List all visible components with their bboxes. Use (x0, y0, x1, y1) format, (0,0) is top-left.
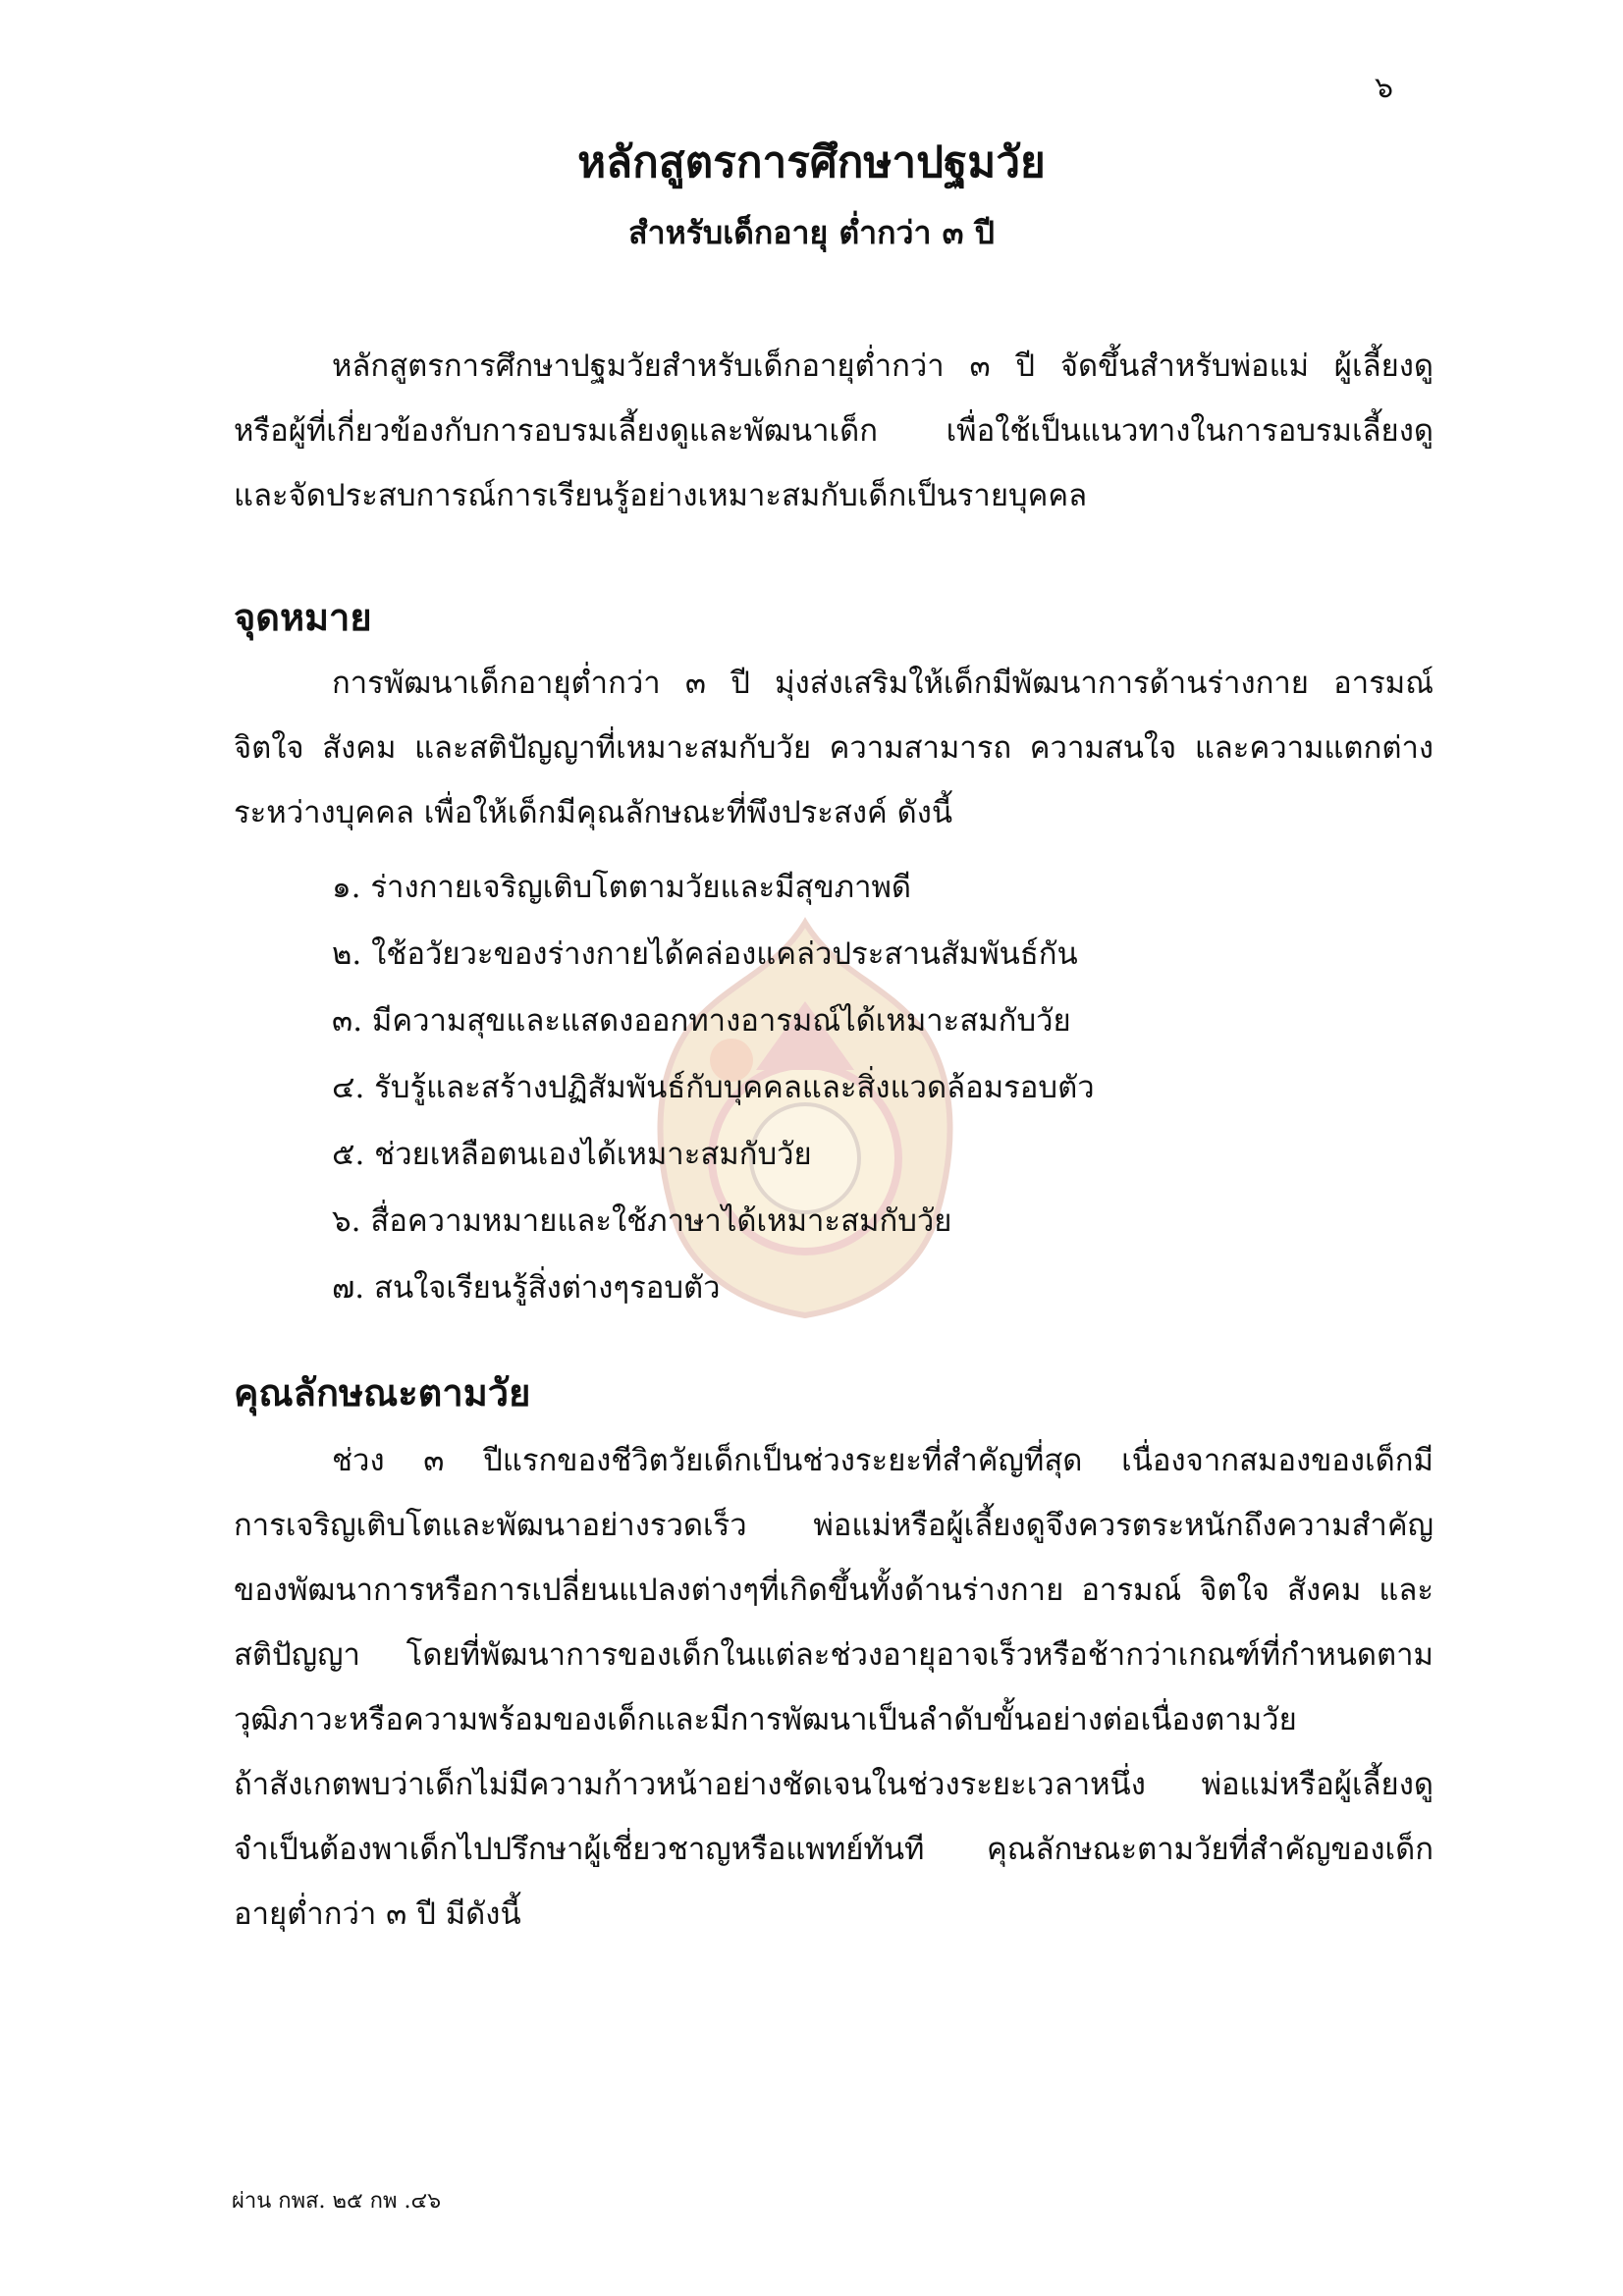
document-subtitle: สำหรับเด็กอายุ ต่ำกว่า ๓ ปี (628, 214, 995, 251)
objectives-line: จิตใจ สังคม และสติปัญญาที่เหมาะสมกับวัย ความสามารถ ความสนใจ และความแตกต่าง (234, 730, 1434, 766)
objectives-paragraph (234, 651, 1434, 845)
characteristics-line: ช่วง ๓ ปีแรกของชีวิตวัยเด็กเป็นช่วงระยะที่สำคัญที่สุด เนื่องจากสมองของเด็กมี (332, 1443, 1434, 1478)
characteristics-line: ของพัฒนาการหรือการเปลี่ยนแปลงต่างๆที่เกิดขึ้นทั้งด้านร่างกาย อารมณ์ จิตใจ สังคม และ (234, 1573, 1434, 1608)
intro-line: หลักสูตรการศึกษาปฐมวัยสำหรับเด็กอายุต่ำกว่า ๓ ปี จัดขึ้นสำหรับพ่อแม่ ผู้เลี้ยงดู (332, 348, 1434, 384)
intro-line: หรือผู้ที่เกี่ยวข้องกับการอบรมเลี้ยงดูและพัฒนาเด็ก เพื่อใช้เป็นแนวทางในการอบรมเลี้ยงดู (234, 413, 1434, 449)
characteristics-heading: คุณลักษณะตามวัย (234, 1370, 531, 1415)
characteristics-line: อายุต่ำกว่า ๓ ปี มีดังนี้ (234, 1896, 521, 1932)
objective-item: ๑. ร่างกายเจริญเติบโตตามวัยและมีสุขภาพดี (332, 870, 912, 905)
characteristics-paragraph (234, 1428, 1434, 1947)
characteristics-line: จำเป็นต้องพาเด็กไปปรึกษาผู้เชี่ยวชาญหรือแพทย์ทันที คุณลักษณะตามวัยที่สำคัญของเด็ก (234, 1832, 1434, 1867)
intro-paragraph (234, 334, 1434, 528)
objective-item: ๕. ช่วยเหลือตนเองได้เหมาะสมกับวัย (332, 1137, 812, 1172)
objectives-line: การพัฒนาเด็กอายุต่ำกว่า ๓ ปี มุ่งส่งเสริมให้เด็กมีพัฒนาการด้านร่างกาย อารมณ์ (332, 666, 1434, 701)
page-number: ๖ (1375, 71, 1394, 105)
footer-note: ผ่าน กพส. ๒๕ กพ .๔๖ (232, 2189, 442, 2214)
intro-line: และจัดประสบการณ์การเรียนรู้อย่างเหมาะสมกับเด็กเป็นรายบุคคล (234, 478, 1088, 513)
objective-item: ๗. สนใจเรียนรู้สิ่งต่างๆรอบตัว (332, 1270, 721, 1306)
objectives-line: ระหว่างบุคคล เพื่อให้เด็กมีคุณลักษณะที่พึงประสงค์ ดังนี้ (234, 795, 953, 830)
document-title: หลักสูตรการศึกษาปฐมวัย (577, 137, 1046, 187)
objectives-heading: จุดหมาย (234, 595, 372, 639)
characteristics-line: การเจริญเติบโตและพัฒนาอย่างรวดเร็ว พ่อแม่หรือผู้เลี้ยงดูจึงควรตระหนักถึงความสำคัญ (234, 1508, 1434, 1543)
objective-item: ๖. สื่อความหมายและใช้ภาษาได้เหมาะสมกับวัย (332, 1203, 952, 1239)
characteristics-line: ถ้าสังเกตพบว่าเด็กไม่มีความก้าวหน้าอย่างชัดเจนในช่วงระยะเวลาหนึ่ง พ่อแม่หรือผู้เลี้ยงดู (234, 1767, 1434, 1802)
characteristics-line: สติปัญญา โดยที่พัฒนาการของเด็กในแต่ละช่วงอายุอาจเร็วหรือช้ากว่าเกณฑ์ที่กำหนดตาม (234, 1637, 1434, 1673)
objective-item: ๒. ใช้อวัยวะของร่างกายได้คล่องแคล่วประสานสัมพันธ์กัน (332, 936, 1078, 972)
characteristics-line: วุฒิภาวะหรือความพร้อมของเด็กและมีการพัฒนาเป็นลำดับขั้นอย่างต่อเนื่องตามวัย (234, 1702, 1297, 1737)
objective-item: ๓. มีความสุขและแสดงออกทางอารมณ์ได้เหมาะสมกับวัย (332, 1003, 1071, 1039)
objective-item: ๔. รับรู้และสร้างปฏิสัมพันธ์กับบุคคลและสิ่งแวดล้อมรอบตัว (332, 1070, 1095, 1105)
